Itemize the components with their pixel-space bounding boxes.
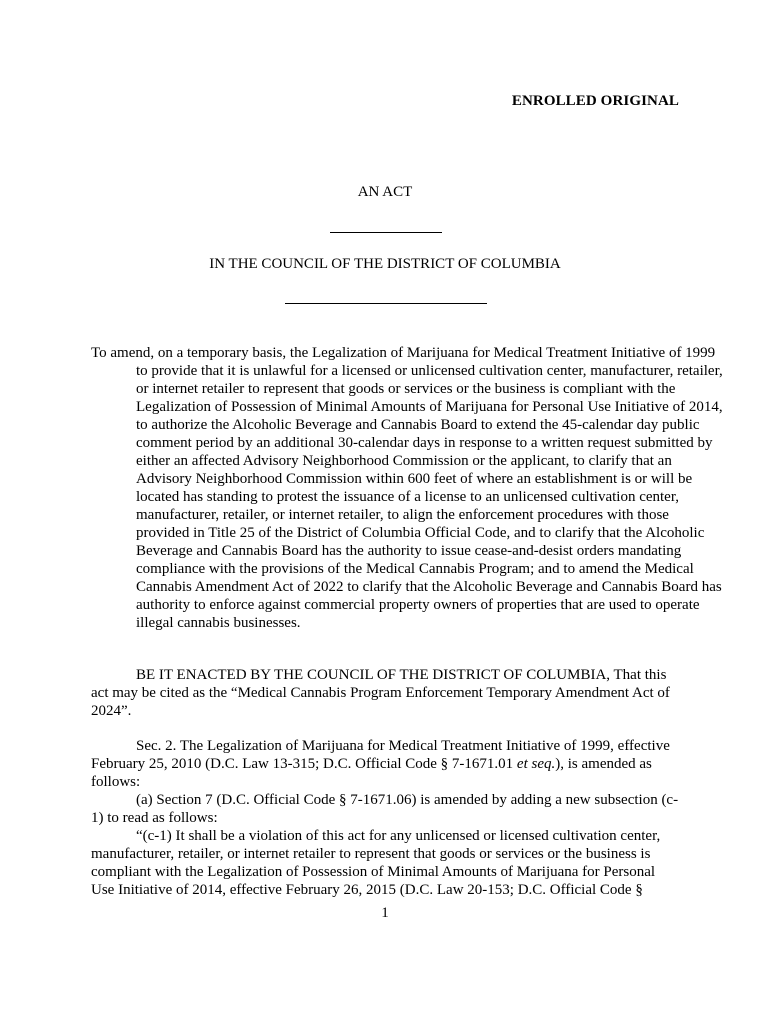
subsection-c1-paragraph: “(c-1) It shall be a violation of this act for any unlicensed or licensed cultivation center, manufacturer, retailer, or internet retailer to represent that goods or services or the business is compliant with the Legalization of Possession of Minimal Amounts of Marijuana for Personal Use Initiative of 2014, effective February 26, 2015 (D.C. Law 20-153; D.C. Official Code § <box>91 828 661 898</box>
act-title: AN ACT <box>357 184 413 200</box>
amendment-a-paragraph: (a) Section 7 (D.C. Official Code § 7-1671.06) is amended by adding a new subsection (c-1) to read as follows: <box>91 792 679 826</box>
council-rule <box>285 303 487 304</box>
section-2-italic: et seq. <box>516 756 556 772</box>
enrolled-original-mark: ENROLLED ORIGINAL <box>511 93 679 109</box>
council-heading: IN THE COUNCIL OF THE DISTRICT OF COLUMBIA <box>209 256 561 272</box>
purpose-paragraph: To amend, on a temporary basis, the Legalization of Marijuana for Medical Treatment Initiative of 1999 to provide that it is unlawful for a licensed or unlicensed cultivation center, manufacturer, retailer, or internet retailer to represent that goods or services or the business is compliant with the Legalization of Possession of Minimal Amounts of Marijuana for Personal Use Initiative of 2014, to authorize the Alcoholic Beverage and Cannabis Board to extend the 45-calendar day public comment period by an additional 30-calendar days in response to a written request submitted by either an affected Advisory Neighborhood Commission or the applicant, to clarify that an Advisory Neighborhood Commission within 600 feet of where an establishment is or will be located has standing to protest the issuance of a license to an unlicensed cultivation center, manufacturer, retailer, or internet retailer, to align the enforcement procedures with those provided in Title 25 of the District of Columbia Official Code, and to clarify that the Alcoholic Beverage and Cannabis Board has the authority to issue cease-and-desist orders mandating compliance with the provisions of the Medical Cannabis Program; and to amend the Medical Cannabis Amendment Act of 2022 to clarify that the Alcoholic Beverage and Cannabis Board has authority to enforce against commercial property owners of properties that are used to operate illegal cannabis businesses. <box>91 345 723 631</box>
title-rule <box>330 232 442 233</box>
section-2-paragraph <box>91 737 679 791</box>
enacting-clause: BE IT ENACTED BY THE COUNCIL OF THE DISTRICT OF COLUMBIA, That this act may be cited as the “Medical Cannabis Program Enforcement Temporary Amendment Act of 2024”. <box>91 667 670 719</box>
section-2-text: Sec. 2. The Legalization of Marijuana for Medical Treatment Initiative of 1999, effective February 25, 2010 (D.C. Law 13-315; D.C. Official Code § 7-1671.01 <box>91 738 670 772</box>
section-2-text-end: ), is amended as follows: <box>91 756 652 790</box>
page-number: 1 <box>381 905 389 921</box>
